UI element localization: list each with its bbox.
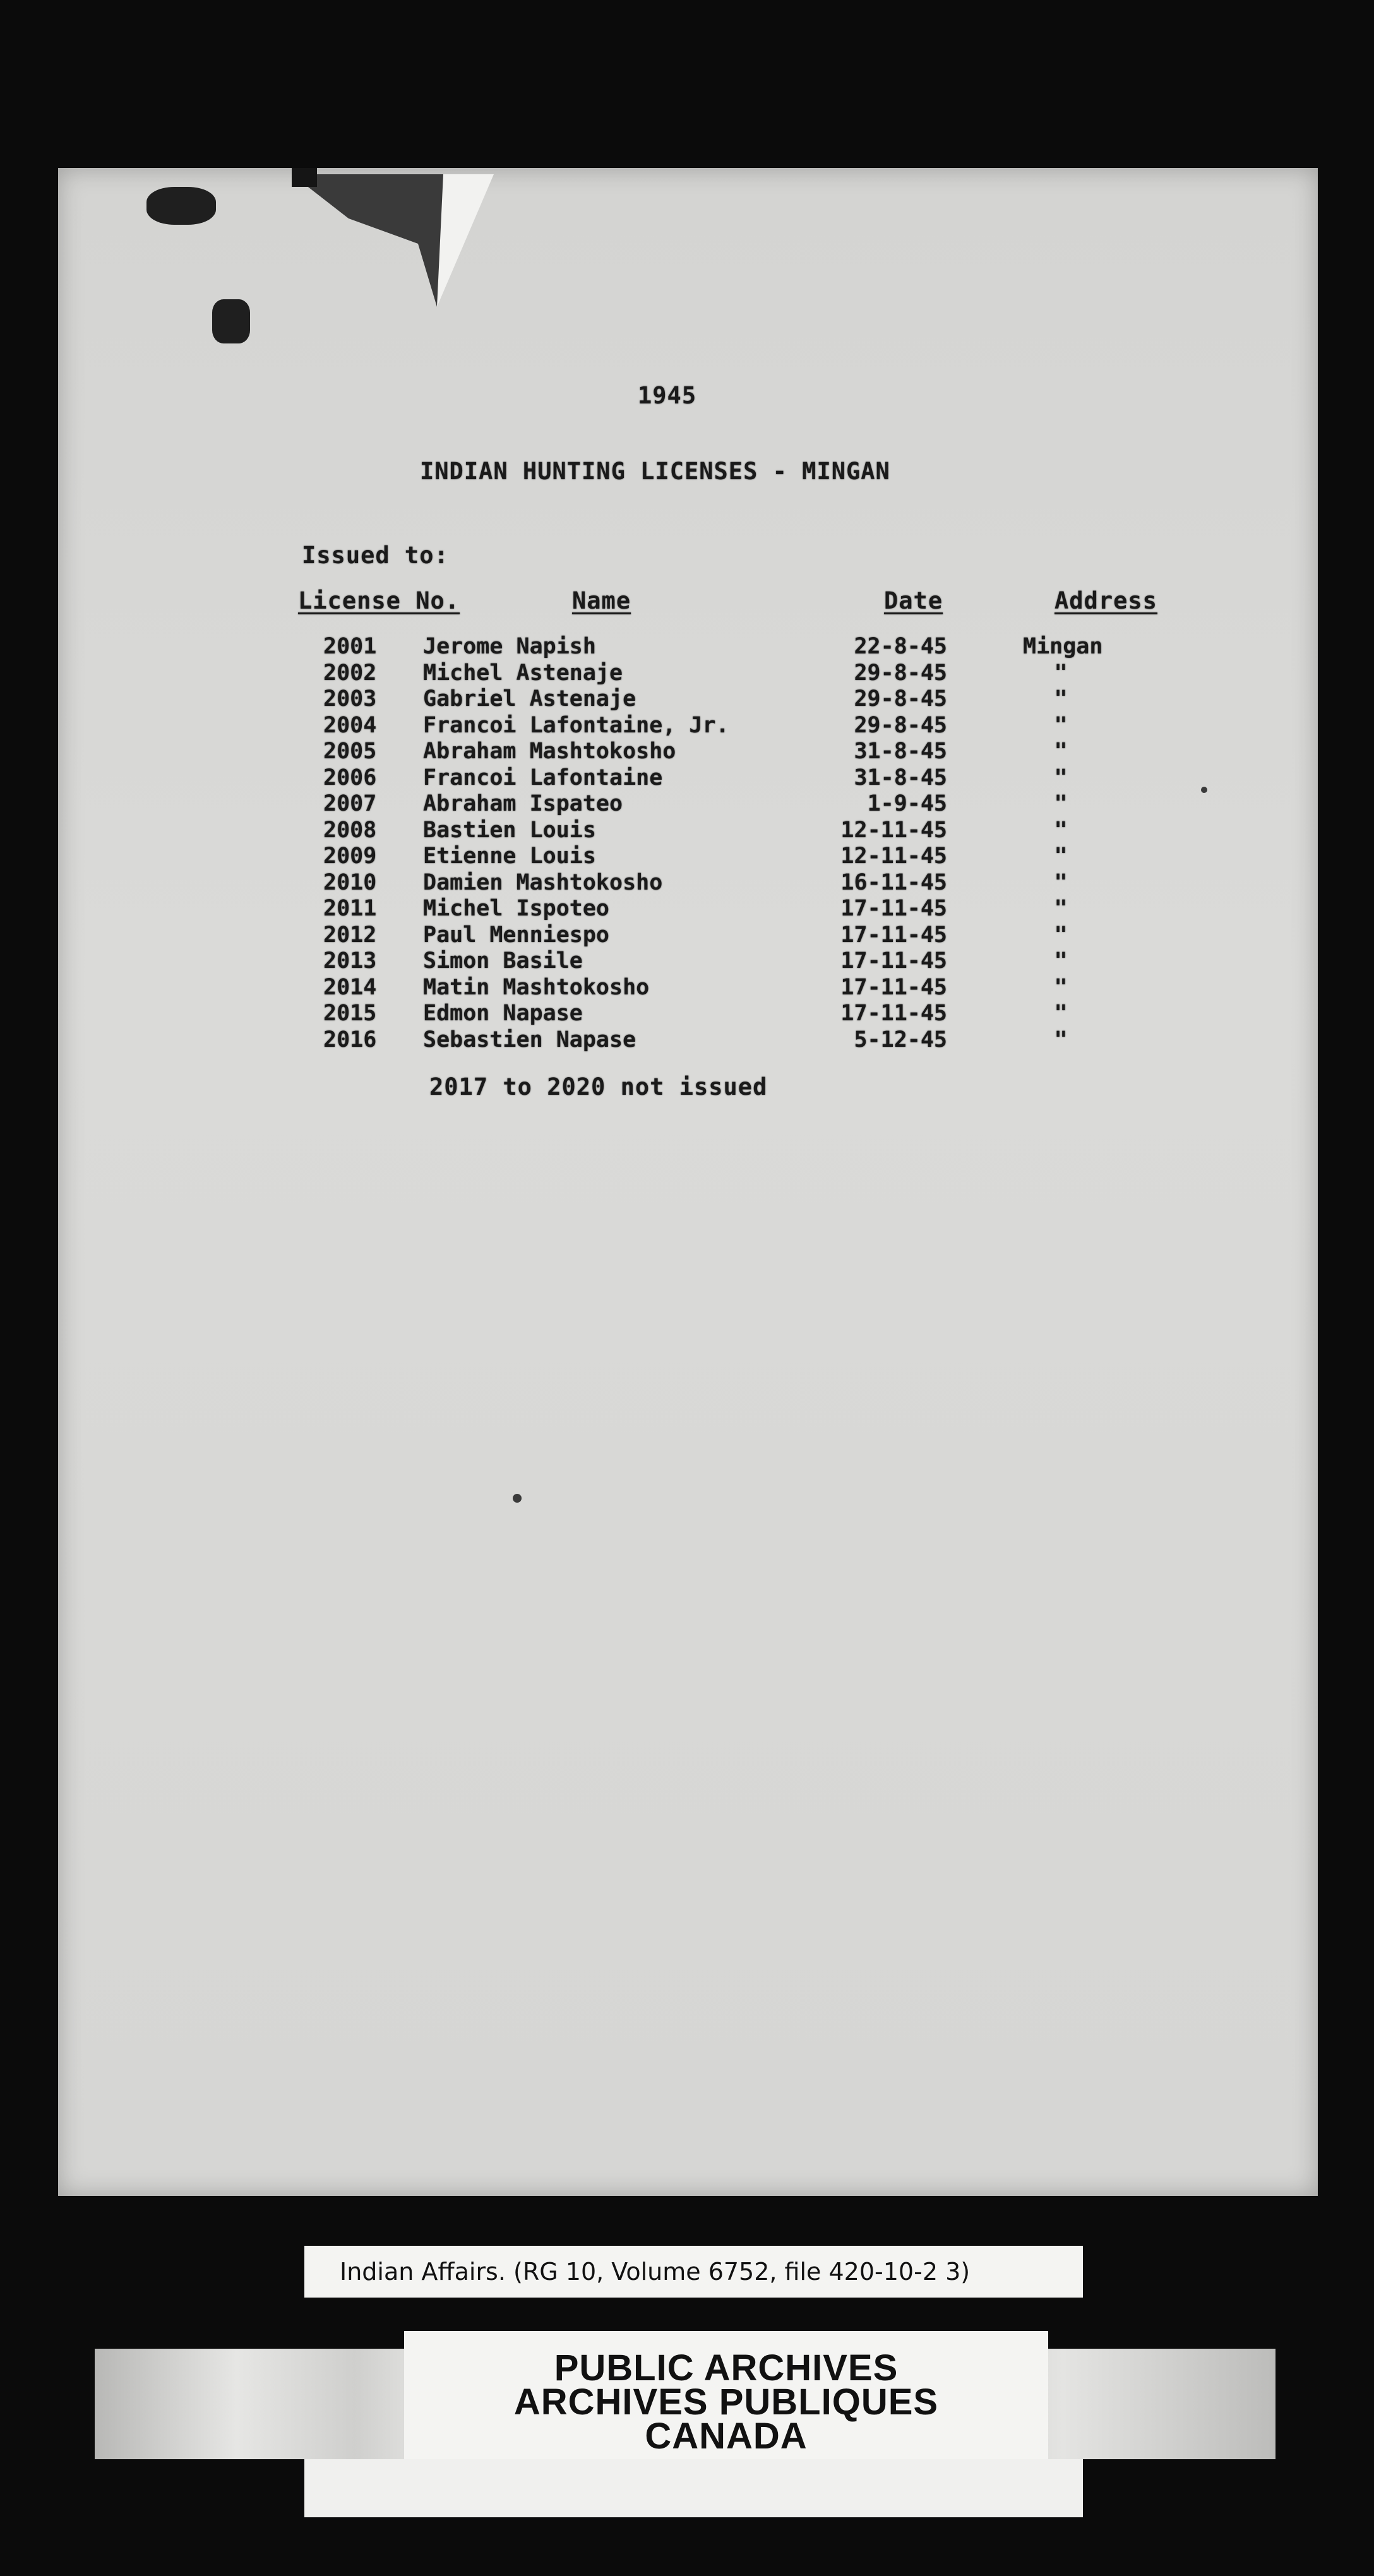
- column-header-name: Name: [572, 587, 631, 614]
- column-header-license-no: License No.: [298, 587, 460, 614]
- licensee-address: ": [1054, 844, 1068, 869]
- licensee-address: ": [1054, 686, 1068, 712]
- license-number: 2007: [323, 791, 377, 816]
- archive-line-2: ARCHIVES PUBLIQUES: [513, 2382, 939, 2423]
- license-number: 2010: [323, 869, 377, 895]
- licensee-address: ": [1054, 660, 1068, 686]
- licensee-address: Mingan: [1023, 634, 1103, 659]
- issue-date: 17-11-45: [840, 922, 947, 948]
- licensee-address: ": [1054, 765, 1068, 790]
- license-number: 2003: [323, 686, 377, 712]
- licensee-address: ": [1054, 948, 1068, 974]
- document-year: 1945: [638, 382, 697, 409]
- licensee-name: Paul Menniespo: [423, 922, 610, 948]
- license-number: 2008: [323, 817, 377, 843]
- issue-date: 29-8-45: [854, 686, 947, 712]
- licensee-name: Edmon Napase: [423, 1001, 583, 1026]
- license-number: 2014: [323, 974, 377, 1000]
- license-number: 2016: [323, 1027, 377, 1052]
- issue-date: 5-12-45: [854, 1027, 947, 1052]
- paper-speck: [513, 1494, 522, 1503]
- paper-speck: [1201, 787, 1207, 793]
- licensee-address: ": [1054, 739, 1068, 764]
- issue-date: 16-11-45: [840, 869, 947, 895]
- licensee-address: ": [1054, 1027, 1068, 1052]
- issue-date: 17-11-45: [840, 948, 947, 974]
- licensee-address: ": [1054, 817, 1068, 843]
- licensee-name: Abraham Ispateo: [423, 791, 623, 816]
- column-header-address: Address: [1054, 587, 1157, 614]
- issue-date: 29-8-45: [854, 660, 947, 686]
- issue-date: 22-8-45: [854, 634, 947, 659]
- licensee-name: Sebastien Napase: [423, 1027, 636, 1052]
- issue-date: 17-11-45: [840, 974, 947, 1000]
- ink-blot: [146, 187, 216, 225]
- licensee-name: Etienne Louis: [423, 844, 596, 869]
- license-number: 2004: [323, 712, 377, 738]
- archive-line-1: PUBLIC ARCHIVES: [554, 2347, 899, 2388]
- licensee-name: Michel Ispoteo: [423, 896, 610, 921]
- issue-date: 12-11-45: [840, 844, 947, 869]
- licensee-name: Jerome Napish: [423, 634, 596, 659]
- issue-date: 17-11-45: [840, 1001, 947, 1026]
- licensee-name: Abraham Mashtokosho: [423, 739, 676, 764]
- issue-date: 12-11-45: [840, 817, 947, 843]
- licensee-address: ": [1054, 896, 1068, 921]
- license-number: 2001: [323, 634, 377, 659]
- licensee-name: Michel Astenaje: [423, 660, 623, 686]
- license-number: 2012: [323, 922, 377, 948]
- licensee-name: Damien Mashtokosho: [423, 869, 663, 895]
- ink-blot: [212, 299, 250, 343]
- license-number: 2006: [323, 765, 377, 790]
- folded-corner: [292, 168, 494, 307]
- issue-date: 1-9-45: [867, 791, 947, 816]
- license-number: 2005: [323, 739, 377, 764]
- archive-reference: Indian Affairs. (RG 10, Volume 6752, file 420-10-2 3): [304, 2246, 1083, 2298]
- issued-to-label: Issued to:: [302, 542, 449, 569]
- license-number: 2002: [323, 660, 377, 686]
- licensee-name: Bastien Louis: [423, 817, 596, 843]
- licensee-address: ": [1054, 922, 1068, 948]
- license-number: 2013: [323, 948, 377, 974]
- licensee-address: ": [1054, 712, 1068, 738]
- license-number: 2009: [323, 844, 377, 869]
- licensee-name: Francoi Lafontaine: [423, 765, 663, 790]
- licensee-address: ": [1054, 869, 1068, 895]
- license-number: 2011: [323, 896, 377, 921]
- column-header-date: Date: [884, 587, 943, 614]
- licensee-address: ": [1054, 974, 1068, 1000]
- issue-date: 31-8-45: [854, 765, 947, 790]
- license-number: 2015: [323, 1001, 377, 1026]
- licensee-name: Francoi Lafontaine, Jr.: [423, 712, 729, 738]
- licensee-name: Simon Basile: [423, 948, 583, 974]
- issue-date: 29-8-45: [854, 712, 947, 738]
- footnote: 2017 to 2020 not issued: [429, 1073, 768, 1100]
- licensee-name: Gabriel Astenaje: [423, 686, 636, 712]
- licensee-address: ": [1054, 1001, 1068, 1026]
- archive-line-3: CANADA: [645, 2416, 808, 2457]
- issue-date: 17-11-45: [840, 896, 947, 921]
- licensee-name: Matin Mashtokosho: [423, 974, 650, 1000]
- issue-date: 31-8-45: [854, 739, 947, 764]
- licensee-address: ": [1054, 791, 1068, 816]
- document-title: INDIAN HUNTING LICENSES - MINGAN: [420, 458, 890, 485]
- archive-label-bottom: [304, 2459, 1083, 2517]
